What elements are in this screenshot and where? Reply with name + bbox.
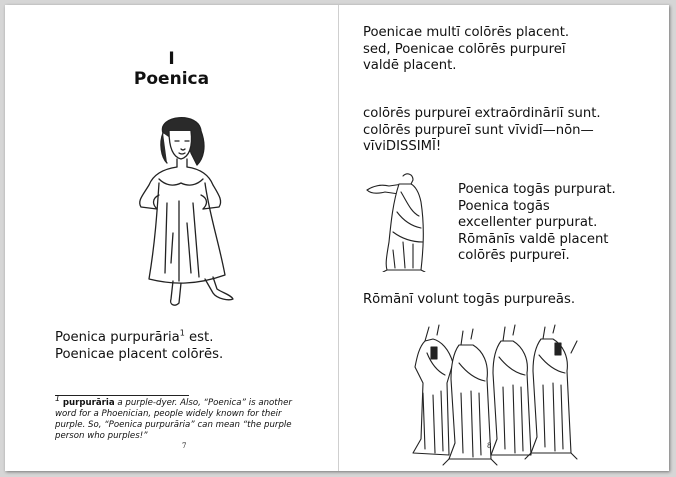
page-number: 7: [182, 442, 187, 450]
paragraph-line: Rōmānīs valdē placent: [458, 231, 609, 247]
paragraph-line: Rōmānī volunt togās purpureās.: [363, 292, 576, 307]
paragraph-line: Poenicae multī colōrēs placent.: [363, 25, 570, 40]
paragraph-text: est.: [184, 330, 214, 345]
romans-group-illustration: [409, 323, 581, 471]
footnote-text: a purple-dyer. Also, “Poenica” is another: [114, 398, 292, 408]
paragraph-line: colōrēs purpureī sunt vīvidī—nōn—: [363, 122, 594, 138]
paragraph-line: colōrēs purpureī extraōrdināriī sunt.: [363, 106, 601, 121]
toga-figure-illustration: [363, 172, 453, 272]
footnote: [55, 394, 325, 442]
paragraph-line: [55, 330, 223, 347]
footnote-marker[interactable]: 1: [179, 328, 185, 338]
footnote-text: purple. So, “Poenica purpurāria” can mean “the purple: [55, 420, 292, 430]
woman-illustration: [113, 113, 247, 313]
footnote-number: 1: [55, 394, 61, 404]
paragraph-line: Poenicae placent colōrēs.: [55, 346, 224, 362]
chapter-title: Poenica: [133, 69, 210, 89]
paragraph-3: [458, 182, 616, 265]
left-page: [5, 5, 338, 471]
paragraph-line: sed, Poenicae colōrēs purpureī: [363, 41, 566, 57]
paragraph-line: Poenica togās: [458, 198, 550, 214]
paragraph-4: [363, 292, 575, 309]
page-number: 8: [487, 442, 492, 450]
book-spread: [5, 5, 669, 471]
paragraph-line: colōrēs purpureī.: [458, 248, 570, 263]
left-paragraph: [55, 330, 223, 363]
footnote-divider: [55, 395, 189, 396]
paragraph-line: valdē placent.: [363, 58, 457, 73]
paragraph-line: excellenter purpurat.: [458, 215, 598, 230]
footnote-term: purpurāria: [62, 398, 115, 408]
paragraph-line: Poenica togās purpurat.: [458, 182, 616, 197]
paragraph-1: [363, 25, 569, 75]
footnote-text: person who purples!”: [55, 431, 148, 441]
paragraph-line: vīviDISSIMĪ!: [363, 139, 442, 154]
chapter-number: I: [168, 49, 175, 69]
footnote-text: word for a Phoenician, people widely known for their: [55, 409, 282, 419]
right-page: [339, 5, 669, 471]
paragraph-2: [363, 106, 601, 156]
paragraph-text: Poenica purpurāria: [55, 330, 180, 345]
